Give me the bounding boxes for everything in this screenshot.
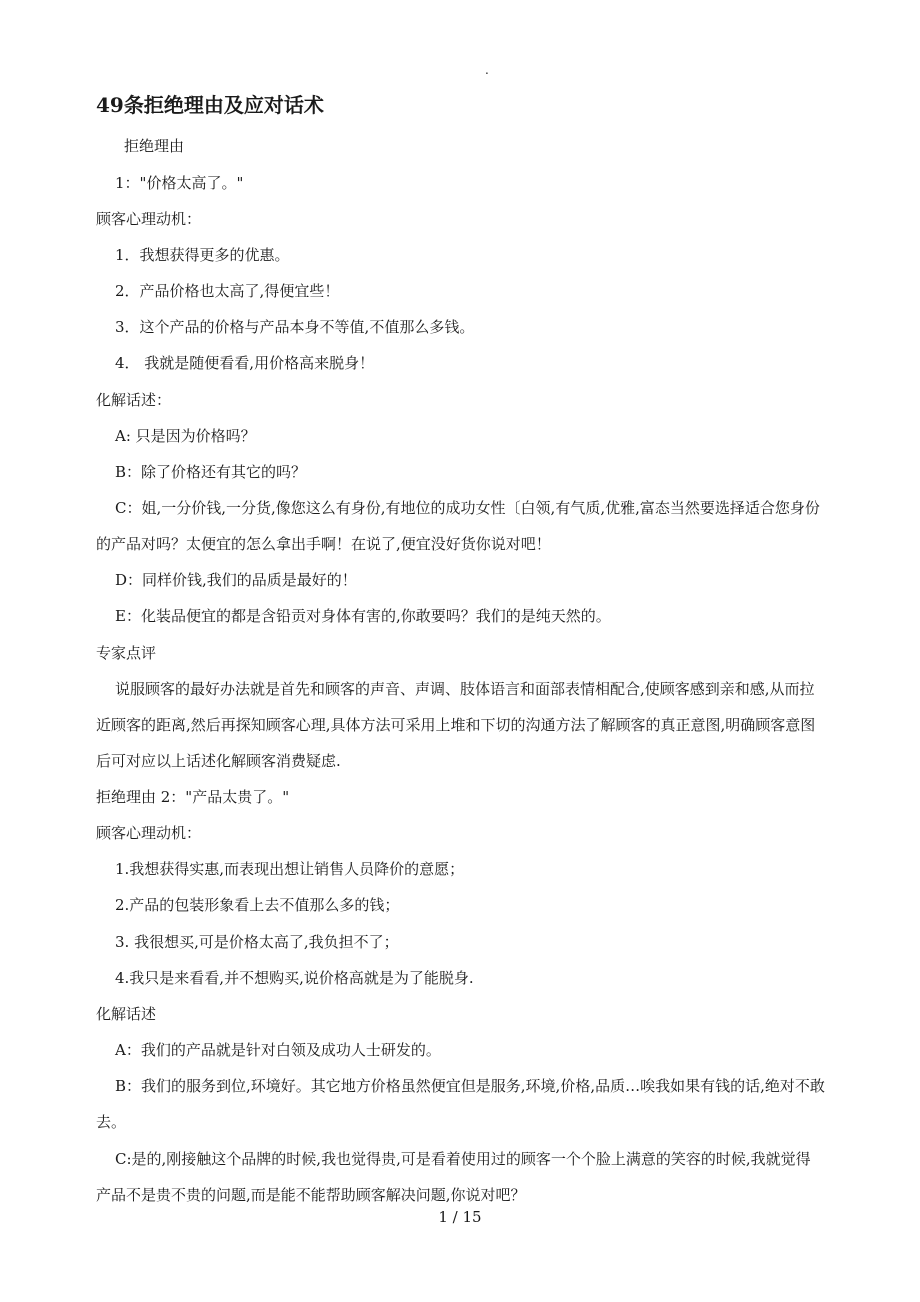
paragraph: 说服顾客的最好办法就是首先和顾客的声音、声调、肢体语言和面部表情相配合,使顾客感到亲和感,从而拉	[115, 680, 815, 698]
paragraph: 去。	[96, 1113, 127, 1131]
list-item: 3. 我很想买,可是价格太高了,我负担不了；	[115, 933, 399, 951]
list-item: A: 只是因为价格吗？	[115, 427, 256, 445]
list-item: E：化装品便宜的都是含铅贡对身体有害的,你敢要吗？我们的是纯天然的。	[115, 607, 611, 625]
list-item: 3．这个产品的价格与产品本身不等值,不值那么多钱。	[115, 318, 475, 336]
list-item: C：姐,一分价钱,一分货,像您这么有身份,有地位的成功女性〔白领,有气质,优雅,富态当然要选择适合您身份	[115, 499, 820, 517]
paragraph: 拒绝理由	[124, 137, 185, 155]
list-item: C:是的,刚接触这个品牌的时候,我也觉得贵,可是看着使用过的顾客一个个脸上满意的笑容的时候,我就觉得	[115, 1150, 811, 1168]
paragraph: 产品不是贵不贵的问题,而是能不能帮助顾客解决问题,你说对吧？	[96, 1186, 526, 1204]
list-item: 1．我想获得更多的优惠。	[115, 246, 290, 264]
paragraph: 拒绝理由 2："产品太贵了。"	[96, 788, 290, 806]
paragraph: 后可对应以上话述化解顾客消费疑虑.	[96, 752, 341, 770]
list-item: 4． 我就是随便看看,用价格高来脱身！	[115, 354, 375, 372]
paragraph: 近顾客的距离,然后再探知顾客心理,具体方法可采用上堆和下切的沟通方法了解顾客的真正意图,明确顾客意图	[96, 716, 816, 734]
list-item: B：我们的服务到位,环境好。其它地方价格虽然便宜但是服务,环境,价格,品质…唉我如果有钱的话,绝对不敢	[115, 1077, 825, 1095]
list-item: 2．产品价格也太高了,得便宜些！	[115, 282, 340, 300]
paragraph: 1："价格太高了。"	[115, 174, 244, 192]
list-item: 1.我想获得实惠,而表现出想让销售人员降价的意愿；	[115, 860, 465, 878]
paragraph: 顾客心理动机：	[96, 210, 202, 228]
paragraph: 化解话述：	[96, 391, 172, 409]
list-item: 2.产品的包装形象看上去不值那么多的钱；	[115, 896, 400, 914]
paragraph: 化解话述	[96, 1005, 157, 1023]
list-item: D：同样价钱,我们的品质是最好的！	[115, 571, 357, 589]
paragraph: 专家点评	[96, 644, 157, 662]
paragraph: 的产品对吗？太便宜的怎么拿出手啊！在说了,便宜没好货你说对吧！	[96, 535, 551, 553]
list-item: A：我们的产品就是针对白领及成功人士研发的。	[115, 1041, 441, 1059]
header-dot: .	[485, 63, 489, 77]
list-item: 4.我只是来看看,并不想购买,说价格高就是为了能脱身.	[115, 969, 474, 987]
list-item: B：除了价格还有其它的吗？	[115, 463, 307, 481]
page-number: 1 / 15	[438, 1208, 482, 1226]
document-title: 49条拒绝理由及应对话术	[96, 93, 324, 117]
paragraph: 顾客心理动机：	[96, 824, 202, 842]
